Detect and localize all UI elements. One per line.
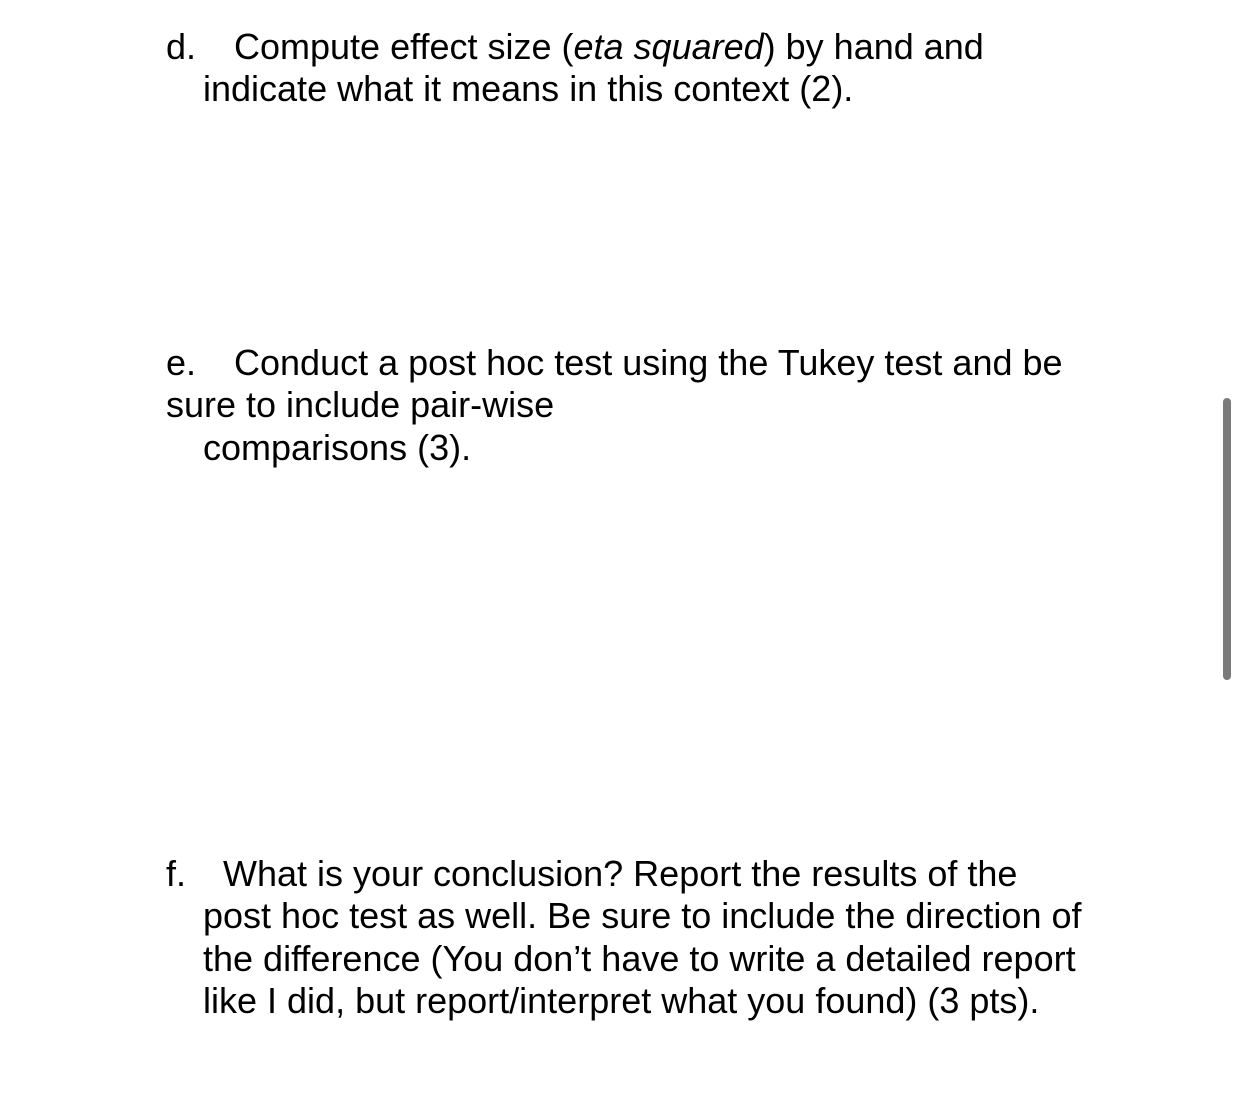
question-d-line-1	[234, 26, 984, 68]
question-f-line-4: like I did, but report/interpret what you found) (3 pts).	[203, 980, 1040, 1021]
question-e-line-2: sure to include pair-wise	[166, 384, 555, 425]
question-d-text-pre: Compute effect size (	[234, 26, 574, 67]
question-d-marker: d.	[166, 26, 197, 67]
question-f-line-3: the difference (You don’t have to write a detailed report	[203, 938, 1076, 979]
question-e-marker: e.	[166, 342, 197, 383]
question-d-italic-term: eta squared	[573, 26, 764, 67]
question-e-line-3: comparisons (3).	[203, 427, 472, 468]
question-f-line-1: What is your conclusion? Report the results of the	[223, 853, 1018, 894]
vertical-scrollbar[interactable]	[1223, 398, 1231, 680]
question-f-marker: f.	[166, 853, 187, 894]
question-d-line-2: indicate what it means in this context (2).	[203, 68, 854, 109]
question-e-line-1: Conduct a post hoc test using the Tukey test and be	[234, 342, 1063, 383]
question-d-text-post: ) by hand and	[763, 26, 984, 67]
question-f-line-2: post hoc test as well. Be sure to include the direction of	[203, 895, 1082, 936]
